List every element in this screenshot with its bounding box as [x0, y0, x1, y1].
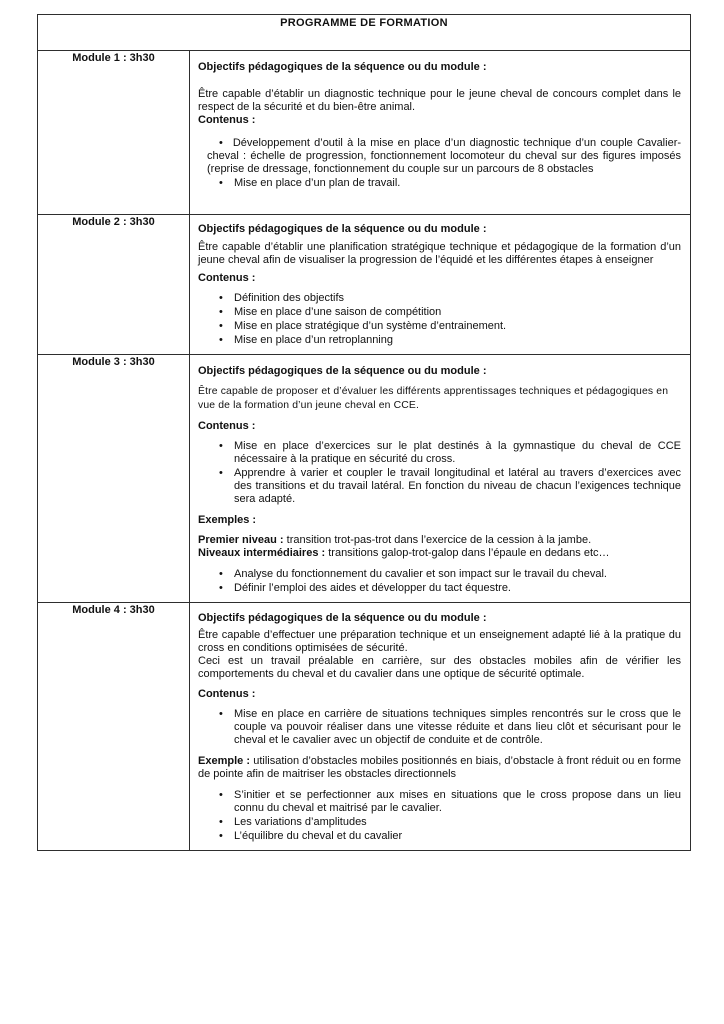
first-level-label: Premier niveau : — [198, 534, 284, 546]
objectives-heading: Objectifs pédagogiques de la séquence ou du module : — [198, 365, 487, 377]
module-3-bullet-list-2 — [198, 568, 681, 595]
bullet-item: • Mise en place d’un retroplanning — [198, 334, 681, 347]
objectives-heading: Objectifs pédagogiques de la séquence ou du module : — [198, 61, 487, 73]
module-2-label: Module 2 : 3h30 — [38, 215, 190, 355]
bullet-item: • Développement d’outil à la mise en place d’un diagnostic technique d’un couple Cavalier-cheval : échelle de progression, fonctionnement locomoteur du cheval sur des figures imposés (reprise de dressage, fonctionnement du couple sur un parcours de 8 obstacles — [198, 137, 681, 176]
module-2-content — [190, 215, 691, 355]
bullet-item: • S’initier et se perfectionner aux mises en situations que le cross propose dans un lieu connu du cheval et maitrisé par le cavalier. — [198, 789, 681, 815]
contents-heading: Contenus : — [198, 688, 256, 700]
bullet-item: • Définition des objectifs — [198, 292, 681, 305]
contents-heading: Contenus : — [198, 272, 256, 284]
example-intermediate-level — [198, 547, 681, 560]
intermediate-text: transitions galop-trot-galop dans l’épaule en dedans etc… — [325, 547, 610, 559]
module-4-bullet-list-2 — [198, 789, 681, 843]
module-4-objective-line: Être capable d’effectuer une préparation technique et un enseignement adapté lié à la pratique du cross en conditions optimisées de sécurité. — [198, 629, 682, 654]
module-3-bullet-list — [198, 440, 681, 506]
example-text: utilisation d’obstacles mobiles positionnés en biais, d’obstacle à front réduit ou en forme de pointe afin de maitriser les obstacles directionnels — [198, 755, 682, 780]
page-title: PROGRAMME DE FORMATION — [38, 15, 691, 51]
module-3-label: Module 3 : 3h30 — [38, 355, 190, 603]
bullet-item: • Les variations d’amplitudes — [198, 816, 681, 829]
bullet-item: • Mise en place d’une saison de compétition — [198, 306, 681, 319]
example-label: Exemple : — [198, 755, 251, 767]
bullet-item: • Mise en place en carrière de situations techniques simples rencontrés sur le cross que le couple va pouvoir réaliser dans une vitesse réduite et dans lieu clôt et sécurisant pour le cheval et le cavalier avec un objectif de conduite et de contrôle. — [198, 708, 681, 747]
module-1-bullet-list — [198, 137, 681, 190]
module-3-objective: Être capable de proposer et d’évaluer les différents apprentissages techniques et pédagogiques en vue de la formation d’un jeune cheval en CCE. — [198, 386, 669, 411]
module-4-bullet-list — [198, 708, 681, 747]
module-1-label: Module 1 : 3h30 — [38, 51, 190, 215]
first-level-text: transition trot-pas-trot dans l’exercice de la cession à la jambe. — [283, 534, 592, 546]
formation-table — [37, 14, 691, 851]
module-3-content — [190, 355, 691, 603]
contents-heading: Contenus : — [198, 114, 256, 126]
module-2-bullet-list — [198, 292, 681, 347]
bullet-item: • Analyse du fonctionnement du cavalier et son impact sur le travail du cheval. — [198, 568, 681, 581]
bullet-item: • Mise en place d’exercices sur le plat destinés à la gymnastique du cheval de CCE nécessaire à la pratique en sécurité du cross. — [198, 440, 681, 466]
examples-heading: Exemples : — [198, 514, 257, 526]
bullet-item: • Mise en place stratégique d’un système d’entrainement. — [198, 320, 681, 333]
module-4-label: Module 4 : 3h30 — [38, 603, 190, 851]
bullet-item: • L’équilibre du cheval et du cavalier — [198, 830, 681, 843]
intermediate-label: Niveaux intermédiaires : — [198, 547, 326, 559]
contents-heading: Contenus : — [198, 420, 256, 432]
module-4-content — [190, 603, 691, 851]
bullet-item: • Définir l’emploi des aides et développer du tact équestre. — [198, 582, 681, 595]
objectives-heading: Objectifs pédagogiques de la séquence ou du module : — [198, 223, 487, 235]
objectives-heading: Objectifs pédagogiques de la séquence ou du module : — [198, 612, 487, 624]
example-paragraph — [198, 755, 681, 781]
module-2-objective: Être capable d’établir une planification stratégique technique et pédagogique de la formation d’un jeune cheval afin de visualiser la progression de l’équidé et les différentes étapes à enseigner — [198, 241, 682, 266]
bullet-item: • Apprendre à varier et coupler le travail longitudinal et latéral au travers d’exercices avec des transitions et du travail latéral. En fonction du niveau de chacun l’exigences technique sera adapté. — [198, 467, 681, 506]
module-1-objective: Être capable d’établir un diagnostic technique pour le jeune cheval de concours complet dans le respect de la sécurité et du bien-être animal. — [198, 88, 682, 113]
module-4-objective-line: Ceci est un travail préalable en carrière, sur des obstacles mobiles afin de vérifier les comportements du cheval et du cavalier dans une optique de sécurité optimale. — [198, 655, 682, 680]
example-first-level — [198, 534, 681, 547]
module-1-content — [190, 51, 691, 215]
bullet-item: • Mise en place d’un plan de travail. — [198, 177, 681, 190]
